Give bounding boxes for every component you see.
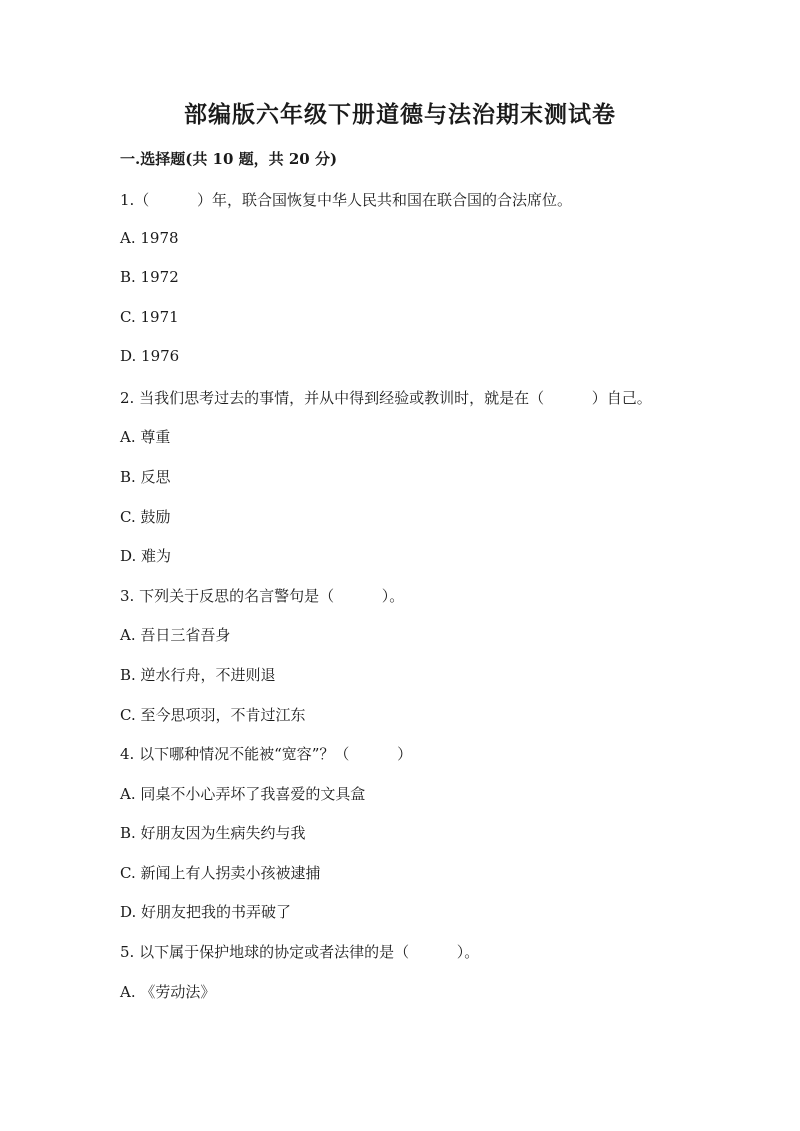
option-item: C. 至今思项羽，不肯过江东 [120, 706, 306, 724]
option-item: A. 尊重 [120, 428, 171, 446]
question-stem: 1.（ ）年，联合国恢复中华人民共和国在联合国的合法席位。 [120, 191, 572, 209]
option-item: D. 难为 [120, 547, 172, 565]
option-item: B. 反思 [120, 468, 171, 486]
option-item: B. 1972 [120, 268, 179, 286]
option-item: A. 1978 [120, 229, 179, 247]
option-item: C. 鼓励 [120, 508, 171, 526]
option-item: C. 1971 [120, 308, 179, 326]
question-stem: 3. 下列关于反思的名言警句是（ ）。 [120, 587, 405, 605]
option-item: A. 《劳动法》 [120, 983, 216, 1001]
section-heading: 一.选择题(共 10 题，共 20 分) [120, 150, 338, 168]
question-stem: 2. 当我们思考过去的事情，并从中得到经验或教训时，就是在（ ）自己。 [120, 389, 652, 407]
option-item: B. 逆水行舟，不进则退 [120, 666, 276, 684]
option-item: D. 好朋友把我的书弄破了 [120, 903, 292, 921]
page-title: 部编版六年级下册道德与法治期末测试卷 [184, 101, 616, 128]
option-item: B. 好朋友因为生病失约与我 [120, 824, 306, 842]
question-stem: 5. 以下属于保护地球的协定或者法律的是（ ）。 [120, 943, 480, 961]
option-item: D. 1976 [120, 347, 180, 365]
option-item: A. 吾日三省吾身 [120, 626, 231, 644]
question-stem: 4. 以下哪种情况不能被“宽容”？（ ） [120, 745, 413, 763]
option-item: A. 同桌不小心弄坏了我喜爱的文具盒 [120, 785, 366, 803]
option-item: C. 新闻上有人拐卖小孩被逮捕 [120, 864, 321, 882]
